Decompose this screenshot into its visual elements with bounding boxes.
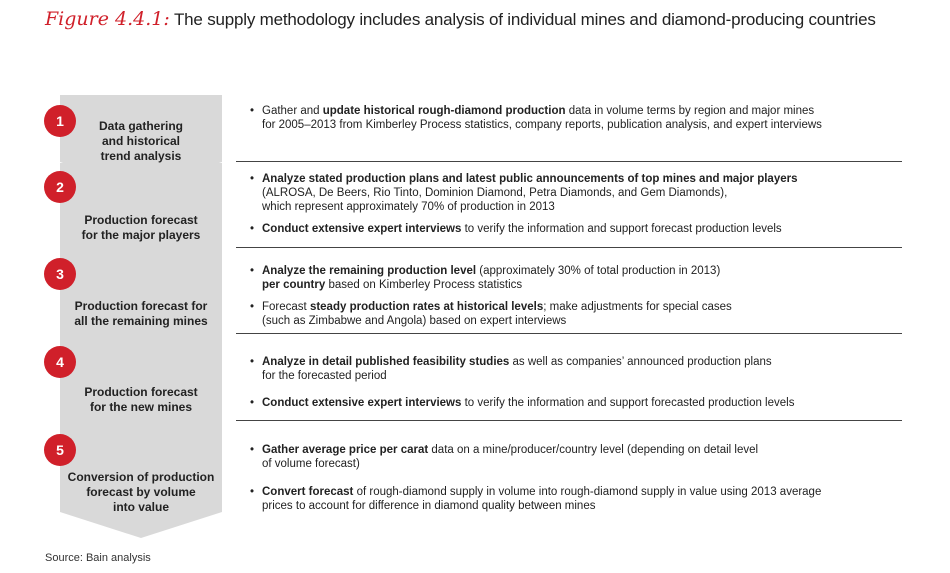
step-label-line: all the remaining mines [74,314,208,328]
figure-title-text: The supply methodology includes analysis of individual mines and diamond-producing countries [169,10,876,29]
figure-title [45,8,945,30]
step-label-line: Production forecast [84,213,198,227]
step-label-line: forecast by volume [86,485,196,499]
step-3-number-badge: 3 [44,258,76,290]
bullet-text [250,172,910,214]
bullet-text [250,443,910,471]
bullet-dot: • [250,356,255,368]
step-5-bullet [250,485,910,513]
bullet-segment: based on Kimberley Process statistics [325,279,523,291]
step-label-line: trend analysis [100,149,182,163]
step-label-line: into value [112,500,169,514]
bullet-segment: which represent approximately 70% of production in 2013 [262,201,555,213]
step-label-line: and historical [101,134,181,148]
bullet-segment: data on a mine/producer/country level (depending on detail level [428,444,759,456]
step-4-number-badge: 4 [44,346,76,378]
bullet-dot: • [250,105,255,117]
step-4-label [60,385,222,415]
bullet-emphasis: update historical rough-diamond production [322,105,566,117]
bullet-segment: prices to account for difference in diamond quality between mines [262,500,596,512]
bullet-emphasis: Analyze stated production plans and latest public announcements of top mines and major players [262,173,798,185]
bullet-segment: (such as Zimbabwe and Angola) based on expert interviews [262,315,567,327]
step-1-bullet [250,104,910,132]
step-divider [236,247,902,248]
bullet-text [250,264,910,292]
step-label-line: Conversion of production [67,470,215,484]
step-3-bullet [250,264,910,292]
step-3-label [60,299,222,329]
bullet-emphasis: Conduct extensive expert interviews [262,223,462,235]
bullet-segment: (approximately 30% of total production in 2013) [476,265,721,277]
step-4-bullet [250,396,910,410]
bullet-emphasis: Analyze in detail published feasibility studies [262,356,510,368]
step-1-label [60,119,222,164]
bullet-dot: • [250,444,255,456]
bullet-emphasis: Conduct extensive expert interviews [262,397,462,409]
bullet-segment: for the forecasted period [262,370,387,382]
bullet-dot: • [250,265,255,277]
step-label-line: for the major players [81,228,201,242]
bullet-segment: to verify the information and support forecast production levels [461,223,782,235]
bullet-dot: • [250,301,255,313]
step-label-line: Production forecast [84,385,198,399]
step-divider [236,420,902,421]
step-1-number-badge: 1 [44,105,76,137]
step-5-number-badge: 5 [44,434,76,466]
bullet-dot: • [250,173,255,185]
step-divider [236,161,902,162]
bullet-text [250,355,910,383]
step-label-line: Production forecast for [74,299,208,313]
bullet-segment: to verify the information and support forecasted production levels [461,397,795,409]
bullet-segment: Gather and [262,105,323,117]
step-2-label [60,213,222,243]
source-note: Source: Bain analysis [45,552,151,564]
bullet-emphasis: steady production rates at historical levels [309,301,544,313]
bullet-segment: data in volume terms by region and major mines [565,105,815,117]
step-5-label [60,470,222,515]
bullet-segment: ; make adjustments for special cases [543,301,732,313]
bullet-dot: • [250,397,255,409]
bullet-emphasis: Analyze the remaining production level [262,265,477,277]
step-2-bullet [250,172,910,214]
bullet-segment: Forecast [262,301,310,313]
bullet-text [250,222,910,236]
bullet-segment: of rough-diamond supply in volume into rough-diamond supply in value using 2013 average [353,486,822,498]
step-divider [236,333,902,334]
bullet-emphasis: per country [262,279,326,291]
step-5-bullet [250,443,910,471]
step-2-number-badge: 2 [44,171,76,203]
bullet-dot: • [250,486,255,498]
bullet-emphasis: Gather average price per carat [262,444,429,456]
bullet-text [250,485,910,513]
step-3-bullet [250,300,910,328]
bullet-segment: for 2005–2013 from Kimberley Process statistics, company reports, publication analysis, and expert interviews [262,119,822,131]
bullet-text [250,396,910,410]
step-label-line: for the new mines [89,400,193,414]
step-2-bullet [250,222,910,236]
bullet-segment: (ALROSA, De Beers, Rio Tinto, Dominion Diamond, Petra Diamonds, and Gem Diamonds), [262,187,728,199]
figure-label: Figure 4.4.1: [45,8,170,30]
bullet-dot: • [250,223,255,235]
bullet-segment: as well as companies’ announced production plans [509,356,772,368]
step-label-line: Data gathering [98,119,183,133]
bullet-text [250,300,910,328]
bullet-text [250,104,910,132]
bullet-segment: of volume forecast) [262,458,360,470]
step-4-bullet [250,355,910,383]
bullet-emphasis: Convert forecast [262,486,354,498]
